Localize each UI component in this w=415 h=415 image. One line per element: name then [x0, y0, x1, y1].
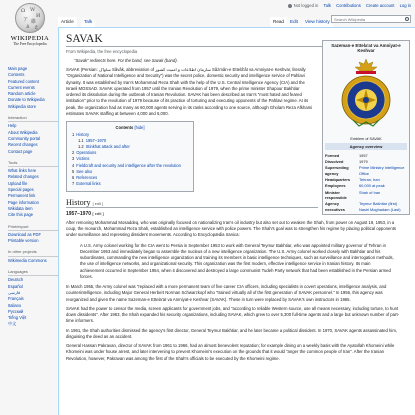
- sidebar-heading: In other projects: [8, 249, 58, 256]
- infobox-rows: [325, 152, 407, 212]
- paragraph: In 1961, the Shah authorities dismissed the agency's first director, General Teymur Bakhtiar, and he later became a political dissident. In 1970, SAVAK agents assassinated him, disguising the deed as an accident.: [66, 327, 398, 339]
- infobox-label: Minister responsible: [325, 189, 347, 200]
- personal-tools: [284, 3, 411, 11]
- sidebar-nav: [8, 66, 58, 110]
- lead-paragraph: SAVAK (Persian: ساواک‎ Sâvâk, abbreviation of سازمان اطلاعات و امنیت کشور Sâzmân-e Ettelâ'ât va Amniyat-e Keshvar, literally "Organization of National Intelligence and Security") was the secret police, domestic security and intelligence service of Pahlavi dynasty. It was established by Iran's Mohammad Reza Shah with the help of the U.S. Central Intelligence Agency (CIA) and the Israeli MOSSAD. SAVAK operated from 1957 until the Iranian Revolution of 1979, when the prime minister Shapour Bakhtiar ordered its dissolution during the outbreak of Iranian Revolution. SAVAK has been described as Iran's "most hated and feared institution" prior to the revolution of 1979 because of its practice of torturing and executing opponents of the Pahlavi regime. At its peak, the organization had as many as 60,000 agents serving in its ranks according to one source, although Gholam Reza Afkhami estimates SAVAK staffing at between 4,000 and 6,000.: [66, 67, 313, 116]
- sidebar-item-contents[interactable]: Contents: [8, 72, 25, 78]
- sidebar-item-lang[interactable]: Italiano: [8, 302, 22, 308]
- sidebar-print: [8, 224, 58, 245]
- infobox-label: Agency executives: [325, 201, 345, 212]
- toc-number: 1.1: [78, 138, 84, 144]
- sidebar-item-lang[interactable]: Deutsch: [8, 277, 24, 283]
- sidebar-item-featured[interactable]: Featured content: [8, 78, 39, 84]
- infobox-label: Dissolved: [325, 158, 344, 164]
- toc-label: 1957–1970: [85, 138, 107, 144]
- infobox-section-header: Agency overview: [325, 143, 407, 150]
- sidebar-item-community[interactable]: Community portal: [8, 135, 41, 141]
- infobox-row: [325, 201, 407, 213]
- infobox-row: [325, 158, 407, 164]
- search-icon[interactable]: [405, 17, 409, 21]
- infobox-row: [325, 176, 407, 182]
- infobox-value: 60,000 at peak: [359, 183, 385, 189]
- toc-label: Operations: [76, 150, 97, 156]
- login-link[interactable]: Log in: [399, 3, 411, 8]
- page-title: SAVAK: [66, 33, 408, 47]
- sidebar-item-special[interactable]: Special pages: [8, 187, 34, 193]
- wikipedia-logo[interactable]: [5, 3, 55, 46]
- toc-item[interactable]: [72, 181, 188, 187]
- subsection-heading: 1957–1970 [ edit ]: [66, 210, 104, 217]
- infobox-value: 1957: [359, 152, 368, 158]
- infobox-value: Prime Ministry Intelligence Office: [359, 165, 405, 176]
- sidebar-item-related[interactable]: Related changes: [8, 174, 39, 180]
- tagline: The Free Encyclopedia: [13, 42, 47, 46]
- tab-history[interactable]: View history: [302, 17, 333, 27]
- sidebar-item-about[interactable]: About Wikipedia: [8, 129, 38, 135]
- sidebar-item-commons[interactable]: Wikimedia Commons: [8, 257, 47, 263]
- sidebar-heading: Interaction: [8, 115, 58, 122]
- sidebar-item-current-events[interactable]: Current events: [8, 84, 35, 90]
- toc-label: Stinkhat attack and after: [85, 144, 130, 150]
- search-placeholder: Search Wikipedia: [334, 17, 366, 22]
- globe-icon: Ω W И ア 維 Ѧ ع: [15, 3, 45, 33]
- toc-title: Contents [hide]: [115, 125, 145, 130]
- sidebar-heading: Tools: [8, 160, 58, 167]
- infobox-value: 1979: [359, 158, 368, 164]
- sidebar-item-page-info[interactable]: Page information: [8, 199, 39, 205]
- sidebar-item-store[interactable]: Wikipedia store: [8, 103, 36, 109]
- wordmark: WIKIPEDIA: [10, 35, 50, 42]
- infobox-label: Formed: [325, 152, 340, 158]
- sidebar-heading: Print/export: [8, 224, 58, 231]
- infobox-title: Sazeman-e Ettela'at va Amniyat-e Keshvar: [331, 43, 401, 53]
- toc-number: 1: [72, 132, 75, 138]
- paragraph: SAVAK had the power to censor the media, screen applicants for government jobs, and "according to reliable Western source, use all means necessary, including torture, to hunt down dissidents". After 1963, the Shah expanded his security organizations, including SAVAK, which grew to over 5,300 full-time agents and a large but unknown number of part-time informers.: [66, 305, 400, 324]
- user-icon: [288, 4, 292, 8]
- savak-emblem-image[interactable]: [337, 56, 395, 134]
- toc-list: [72, 132, 188, 187]
- table-of-contents: [66, 121, 194, 192]
- sidebar-interaction: [8, 115, 58, 155]
- search-input[interactable]: [331, 15, 411, 23]
- edit-section-link[interactable]: [ edit ]: [92, 211, 104, 216]
- infobox: [322, 40, 410, 215]
- infobox-value: Shah of Iran: [359, 189, 381, 195]
- talk-link[interactable]: Talk: [323, 3, 331, 8]
- sidebar-languages: [8, 269, 58, 328]
- infobox-row: [325, 183, 407, 189]
- sidebar-item-random[interactable]: Random article: [8, 91, 36, 97]
- toc-number: 1.2: [78, 144, 84, 150]
- toc-number: 6: [72, 174, 75, 180]
- infobox-row: [325, 152, 407, 158]
- sidebar-item-help[interactable]: Help: [8, 123, 17, 129]
- infobox-label: Headquarters: [325, 176, 351, 182]
- sidebar-item-lang[interactable]: Русский: [8, 308, 24, 314]
- toc-label: References: [76, 174, 98, 180]
- infobox-row: [325, 165, 407, 177]
- toc-label: Fieldcraft and security and intelligence after the revolution: [76, 162, 181, 168]
- sidebar-item-donate[interactable]: Donate to Wikipedia: [8, 97, 45, 103]
- infobox-value: Teymur Bakhtiar (first) Nasiri Moghadam (Last): [359, 201, 401, 212]
- tab-edit[interactable]: Edit: [287, 17, 301, 27]
- sidebar-item-lang[interactable]: Español: [8, 283, 23, 289]
- toc-number: 2: [72, 150, 75, 156]
- infobox-row: [325, 189, 407, 201]
- toc-label: External links: [76, 180, 101, 186]
- sidebar-tools: [8, 160, 58, 219]
- sidebar-item-lang[interactable]: فارسی: [8, 289, 21, 295]
- toc-number: 4: [72, 162, 75, 168]
- toc-label: Victims: [76, 156, 90, 162]
- toc-hide-toggle[interactable]: [hide]: [134, 125, 145, 130]
- create-account-link[interactable]: Create account: [366, 3, 395, 8]
- sidebar-item-lang[interactable]: Tiếng Việt: [8, 315, 27, 321]
- sidebar-item-printable[interactable]: Printable version: [8, 238, 39, 244]
- sidebar: [8, 66, 58, 333]
- infobox-label: Employees: [325, 183, 346, 189]
- sidebar-item-what-links[interactable]: What links here: [8, 168, 37, 174]
- sidebar-item-recent-changes[interactable]: Recent changes: [8, 142, 38, 148]
- sidebar-item-permanent[interactable]: Permanent link: [8, 193, 36, 199]
- hatnote: "Savak" redirects here. For the band, see Savak (band).: [74, 58, 178, 63]
- toc-number: 7: [72, 180, 75, 186]
- tab-read[interactable]: Read: [270, 17, 287, 27]
- paragraph: After removing Mohammad Mosaddeq, who was originally focused on nationalizing Iran's oil industry but also set out to weaken the Shah, from power on August 19, 1953, in a coup, the monarch, Mohammad Reza Shah, established an intelligence service with police powers. The Shah's goal was to strengthen his regime by placing political opponents under surveillance and repressing dissident movements. According to Encyclopædia Iranica:: [66, 219, 397, 238]
- not-logged-in-label: Not logged in: [293, 3, 319, 8]
- contributions-link[interactable]: Contributions: [336, 3, 361, 8]
- toc-number: 5: [72, 168, 75, 174]
- sidebar-item-lang[interactable]: 中文: [8, 321, 17, 327]
- infobox-value: Tehran, Iran: [359, 176, 380, 182]
- sidebar-item-contact[interactable]: Contact page: [8, 148, 33, 154]
- tab-article[interactable]: Article: [58, 17, 77, 27]
- sidebar-item-lang[interactable]: Français: [8, 296, 24, 302]
- page-subtitle: From Wikipedia, the free encyclopedia: [66, 49, 138, 54]
- sidebar-item-pdf[interactable]: Download as PDF: [8, 231, 41, 237]
- paragraph: In March 1955, the Army colonel was "replaced with a more permanent team of five career CIA officers, including specialists in covert operations, intelligence analysis, and counterintelligence, including Major General Herbert Norman Schwarzkopf who "trained virtually all of the first generation of SAVAK personnel." In 1956, this agency was reorganized and given the name Sazeman-e Ettela'at va Amniyat-e Keshvar (SAVAK). These in turn were replaced by SAVAK's own instructors in 1965.: [66, 284, 387, 302]
- edit-section-link[interactable]: [ edit ]: [92, 201, 103, 206]
- toc-number: 3: [72, 156, 75, 162]
- toc-label: See also: [76, 168, 93, 174]
- sidebar-item-cite[interactable]: Cite this page: [8, 212, 34, 218]
- block-quote: A U.S. Army colonel working for the CIA went to Persia in September 1953 to work with General Teymur Bakhtiar, who was appointed military governor of Tehran in December 1953 and immediately began to assemble the nucleus of a new intelligence organization. The U.S. Army colonel worked closely with Bakhtiar and his subordinates, commanding the new intelligence organization and training its members in basic intelligence techniques, such as surveillance and interrogation methods, the use of intelligence networks, and organizational security. This organization was the first modern, effective intelligence service in Iranian history. Its main achievement occurred in September 1954, when it discovered and destroyed a large communist Tudeh Party network that had been established in the Persian armed forces.: [80, 242, 394, 279]
- section-heading-history: History [ edit ]: [66, 198, 318, 208]
- infobox-label: Superseding agency: [325, 165, 349, 176]
- sidebar-other: [8, 249, 58, 264]
- toc-label: History: [76, 132, 90, 138]
- sidebar-item-wikidata[interactable]: Wikidata item: [8, 205, 33, 211]
- sidebar-item-upload[interactable]: Upload file: [8, 180, 28, 186]
- tab-talk[interactable]: Talk: [81, 17, 95, 27]
- sidebar-item-main-page[interactable]: Main page: [8, 66, 28, 71]
- sidebar-heading: Languages: [8, 269, 58, 276]
- infobox-caption: Emblem of SAVAK: [350, 137, 382, 141]
- paragraph: General Hassan Pakravan, director of SAVAK from 1961 to 1966, had an almost benevolent reputation; for example dining on a weekly basis with the Ayatollah Khomeini while Khomeini was under house arrest, and later intervening to prevent Khomeini's execution on the grounds that it would "anger the common people of Iran". After the Iranian Revolution, however, Pakravan was among the first of the Shah's officials to be executed by the Khomeini regime.: [66, 343, 395, 361]
